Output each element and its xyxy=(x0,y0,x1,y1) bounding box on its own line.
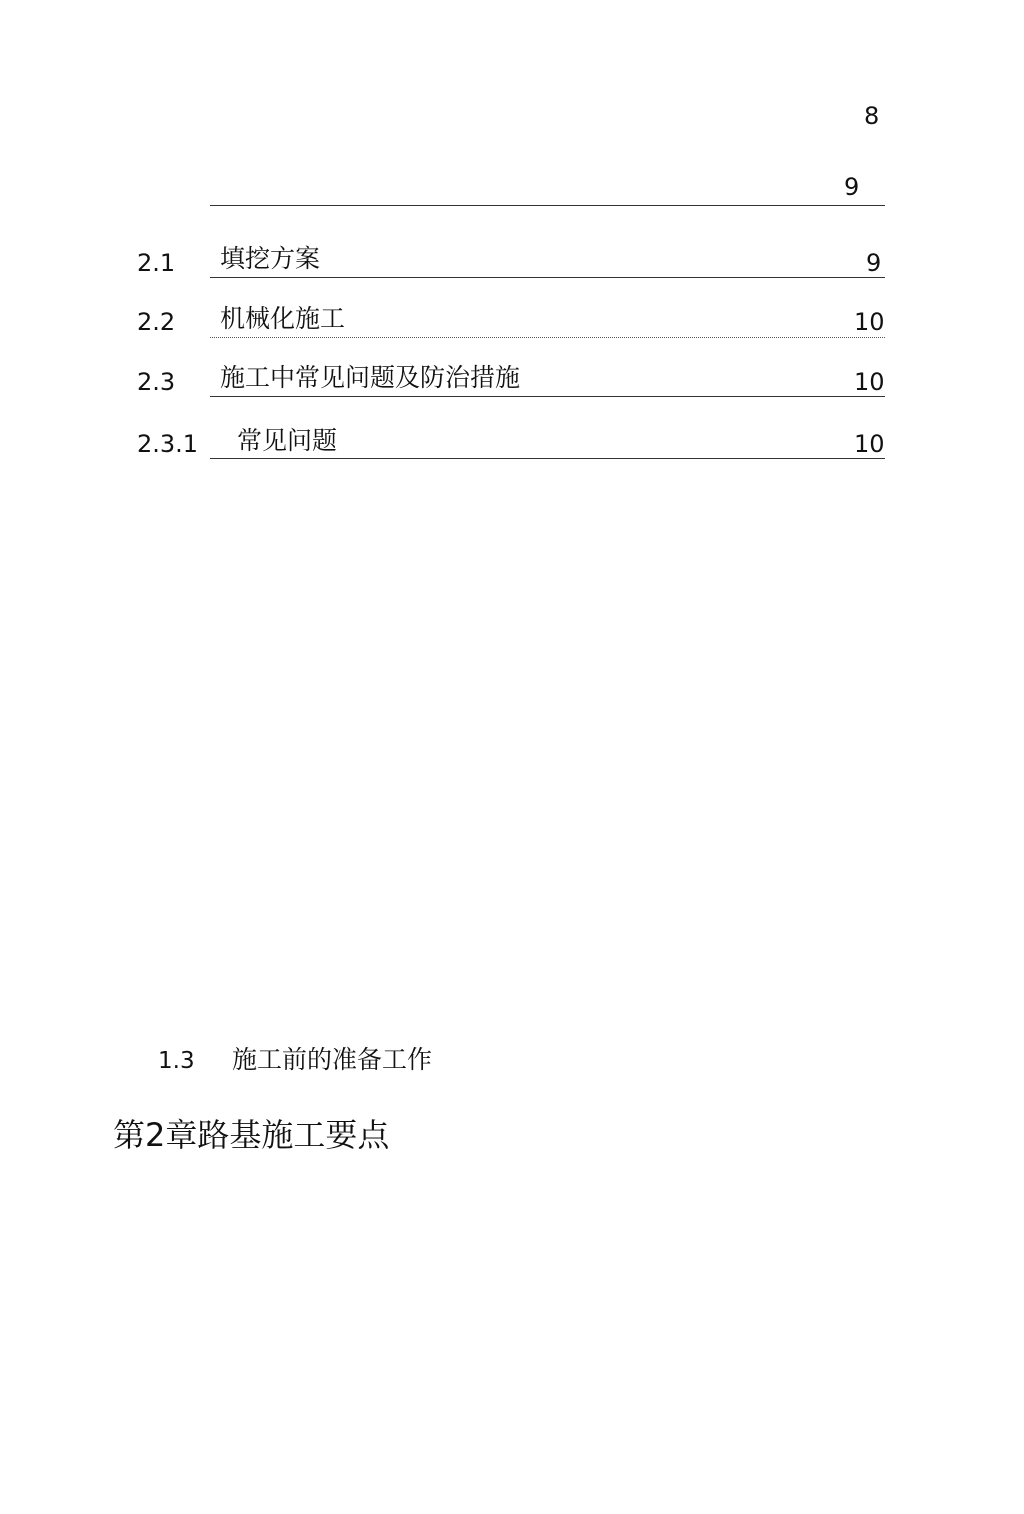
toc-leader-line xyxy=(210,277,885,278)
toc-entry-number: 2.1 xyxy=(137,249,176,277)
toc-leader-line xyxy=(210,396,885,397)
toc-entry-number: 2.3.1 xyxy=(137,430,199,458)
toc-entry-title: 施工中常见问题及防治措施 xyxy=(220,363,521,392)
chapter-title: 第2章路基施工要点 xyxy=(113,1116,390,1154)
toc-entry-page: 10 xyxy=(854,430,885,458)
toc-leader-line xyxy=(210,337,885,338)
toc-entry-page: 9 xyxy=(866,249,882,277)
toc-page-number: 8 xyxy=(864,102,880,130)
toc-entry-title: 机械化施工 xyxy=(220,304,346,333)
toc-entry-title: 填挖方案 xyxy=(220,244,321,273)
toc-entry-title: 常见问题 xyxy=(237,426,338,455)
toc-entry-page: 10 xyxy=(854,308,885,336)
toc-leader-line xyxy=(210,205,885,206)
section-number: 1.3 xyxy=(158,1048,195,1074)
toc-leader-line xyxy=(210,458,885,459)
toc-entry-page: 10 xyxy=(854,368,885,396)
section-title: 施工前的准备工作 xyxy=(232,1045,433,1074)
toc-page-number: 9 xyxy=(844,173,860,201)
toc-entry-number: 2.2 xyxy=(137,308,176,336)
toc-entry-number: 2.3 xyxy=(137,368,176,396)
